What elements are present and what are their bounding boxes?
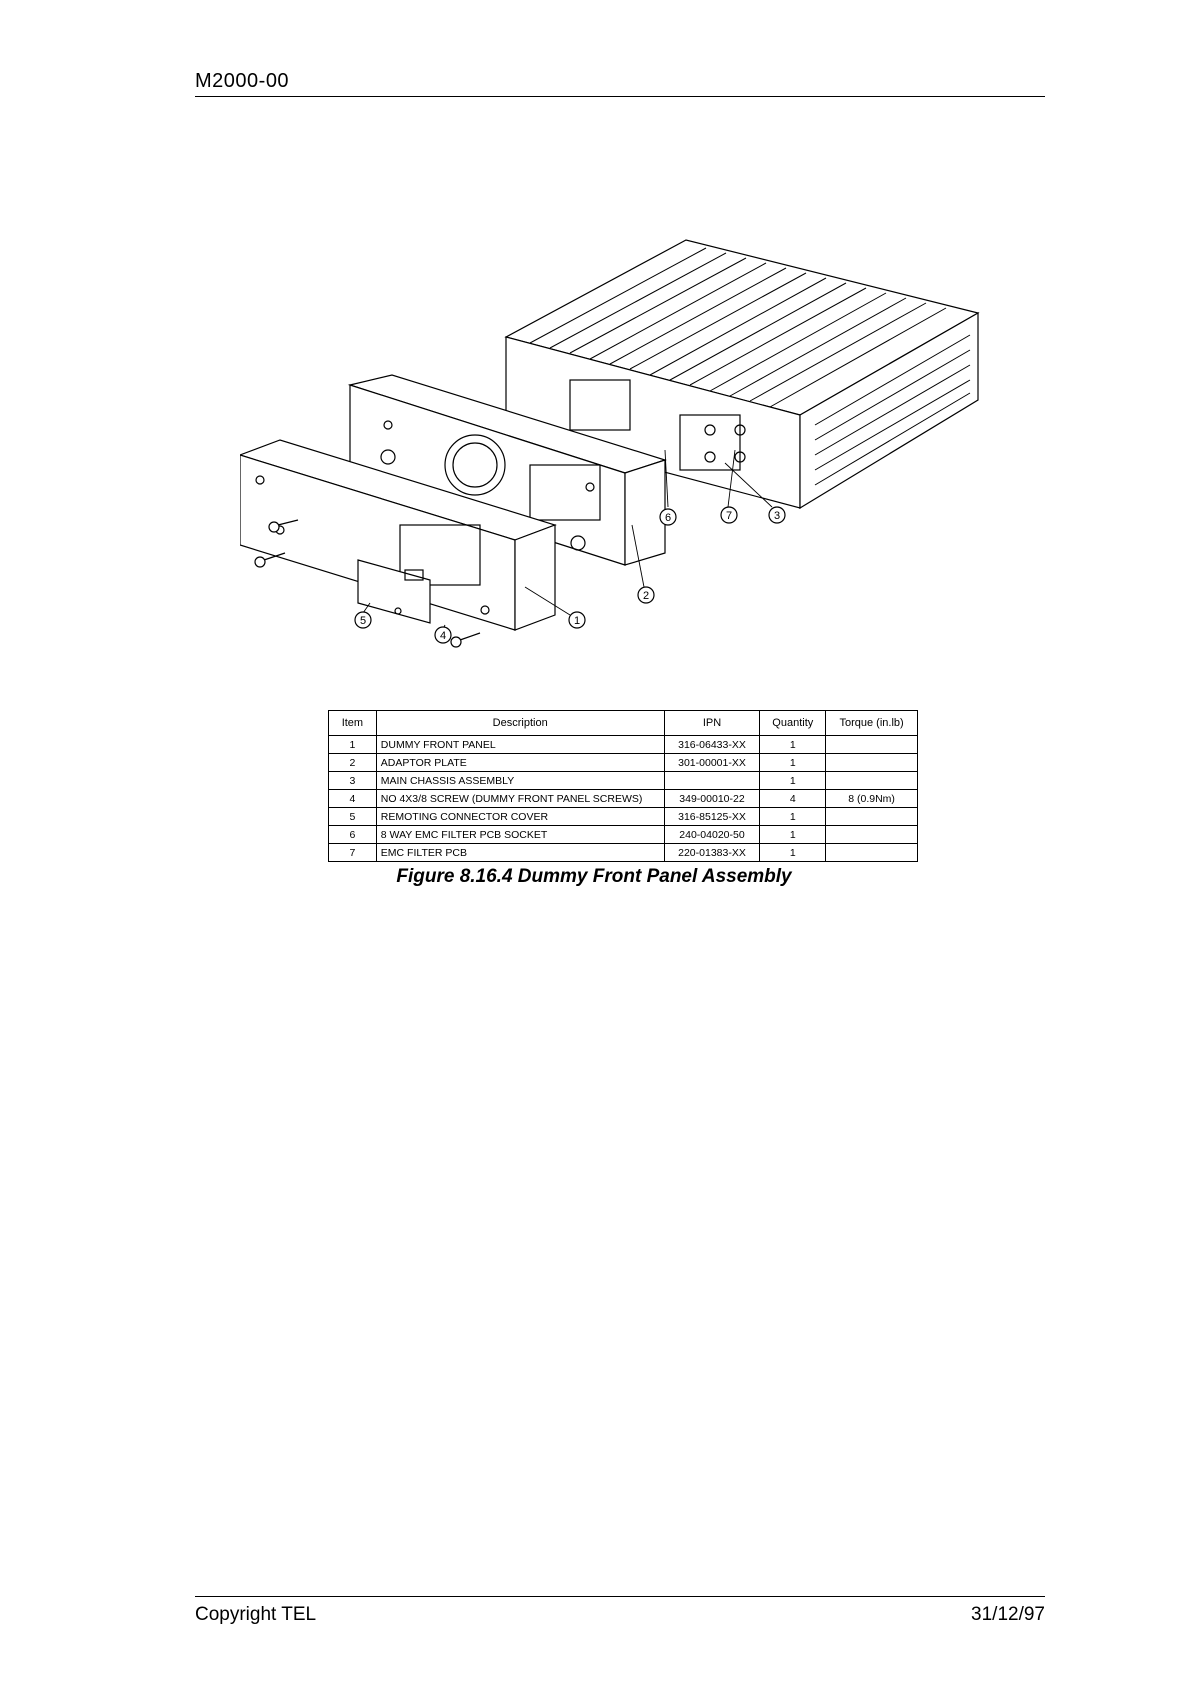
callout-4 (435, 627, 451, 643)
exploded-view-drawing (240, 225, 1040, 705)
cell-quantity: 1 (760, 772, 826, 790)
callout-2 (638, 587, 654, 603)
cell-quantity: 1 (760, 826, 826, 844)
column-header-item: Item (329, 711, 377, 736)
cell-quantity: 1 (760, 808, 826, 826)
table-row (329, 736, 918, 754)
cell-torque (826, 844, 918, 862)
callout-5 (355, 612, 371, 628)
cell-item: 2 (329, 754, 377, 772)
table-row (329, 790, 918, 808)
table-row (329, 826, 918, 844)
cell-ipn: 240-04020-50 (664, 826, 760, 844)
assembly-figure (240, 225, 1040, 705)
cell-ipn: 349-00010-22 (664, 790, 760, 808)
svg-text:2: 2 (642, 590, 650, 602)
cell-quantity: 1 (760, 754, 826, 772)
cell-description: ADAPTOR PLATE (376, 754, 664, 772)
cell-description: REMOTING CONNECTOR COVER (376, 808, 664, 826)
column-header-torque: Torque (in.lb) (826, 711, 918, 736)
callout-6 (660, 509, 676, 525)
table-header-row (329, 711, 918, 736)
cell-ipn: 316-06433-XX (664, 736, 760, 754)
cell-item: 1 (329, 736, 377, 754)
cell-torque (826, 826, 918, 844)
cell-torque (826, 808, 918, 826)
document-id: M2000-00 (195, 70, 290, 92)
connector-cover-drawing (358, 560, 430, 623)
parts-list-table (328, 710, 918, 862)
svg-text:3: 3 (773, 510, 781, 522)
svg-text:6: 6 (664, 512, 672, 524)
cell-quantity: 1 (760, 736, 826, 754)
table-row (329, 772, 918, 790)
cell-description: NO 4X3/8 SCREW (DUMMY FRONT PANEL SCREWS) (376, 790, 664, 808)
svg-text:5: 5 (359, 615, 367, 627)
cell-torque: 8 (0.9Nm) (826, 790, 918, 808)
cell-item: 6 (329, 826, 377, 844)
page-header (195, 66, 1045, 97)
cell-torque (826, 772, 918, 790)
cell-quantity: 1 (760, 844, 826, 862)
svg-text:7: 7 (725, 510, 733, 522)
table-row (329, 844, 918, 862)
table-row (329, 808, 918, 826)
callout-7 (721, 507, 737, 523)
figure-caption: Figure 8.16.4 Dummy Front Panel Assembly (396, 866, 792, 887)
svg-text:4: 4 (439, 630, 447, 642)
cell-quantity: 4 (760, 790, 826, 808)
cell-description: 8 WAY EMC FILTER PCB SOCKET (376, 826, 664, 844)
callout-1 (569, 612, 585, 628)
cell-ipn: 220-01383-XX (664, 844, 760, 862)
footer-rule (195, 1596, 1045, 1597)
cell-item: 3 (329, 772, 377, 790)
cell-item: 4 (329, 790, 377, 808)
cell-item: 5 (329, 808, 377, 826)
cell-torque (826, 754, 918, 772)
cell-description: MAIN CHASSIS ASSEMBLY (376, 772, 664, 790)
cell-ipn: 301-00001-XX (664, 754, 760, 772)
svg-text:1: 1 (573, 615, 581, 627)
cell-description: DUMMY FRONT PANEL (376, 736, 664, 754)
cell-ipn (664, 772, 760, 790)
footer-date: 31/12/97 (971, 1604, 1045, 1625)
cell-torque (826, 736, 918, 754)
cell-description: EMC FILTER PCB (376, 844, 664, 862)
column-header-description: Description (376, 711, 664, 736)
cell-item: 7 (329, 844, 377, 862)
table-row (329, 754, 918, 772)
callout-3 (769, 507, 785, 523)
cell-ipn: 316-85125-XX (664, 808, 760, 826)
column-header-quantity: Quantity (760, 711, 826, 736)
column-header-ipn: IPN (664, 711, 760, 736)
footer-copyright: Copyright TEL (195, 1604, 317, 1625)
